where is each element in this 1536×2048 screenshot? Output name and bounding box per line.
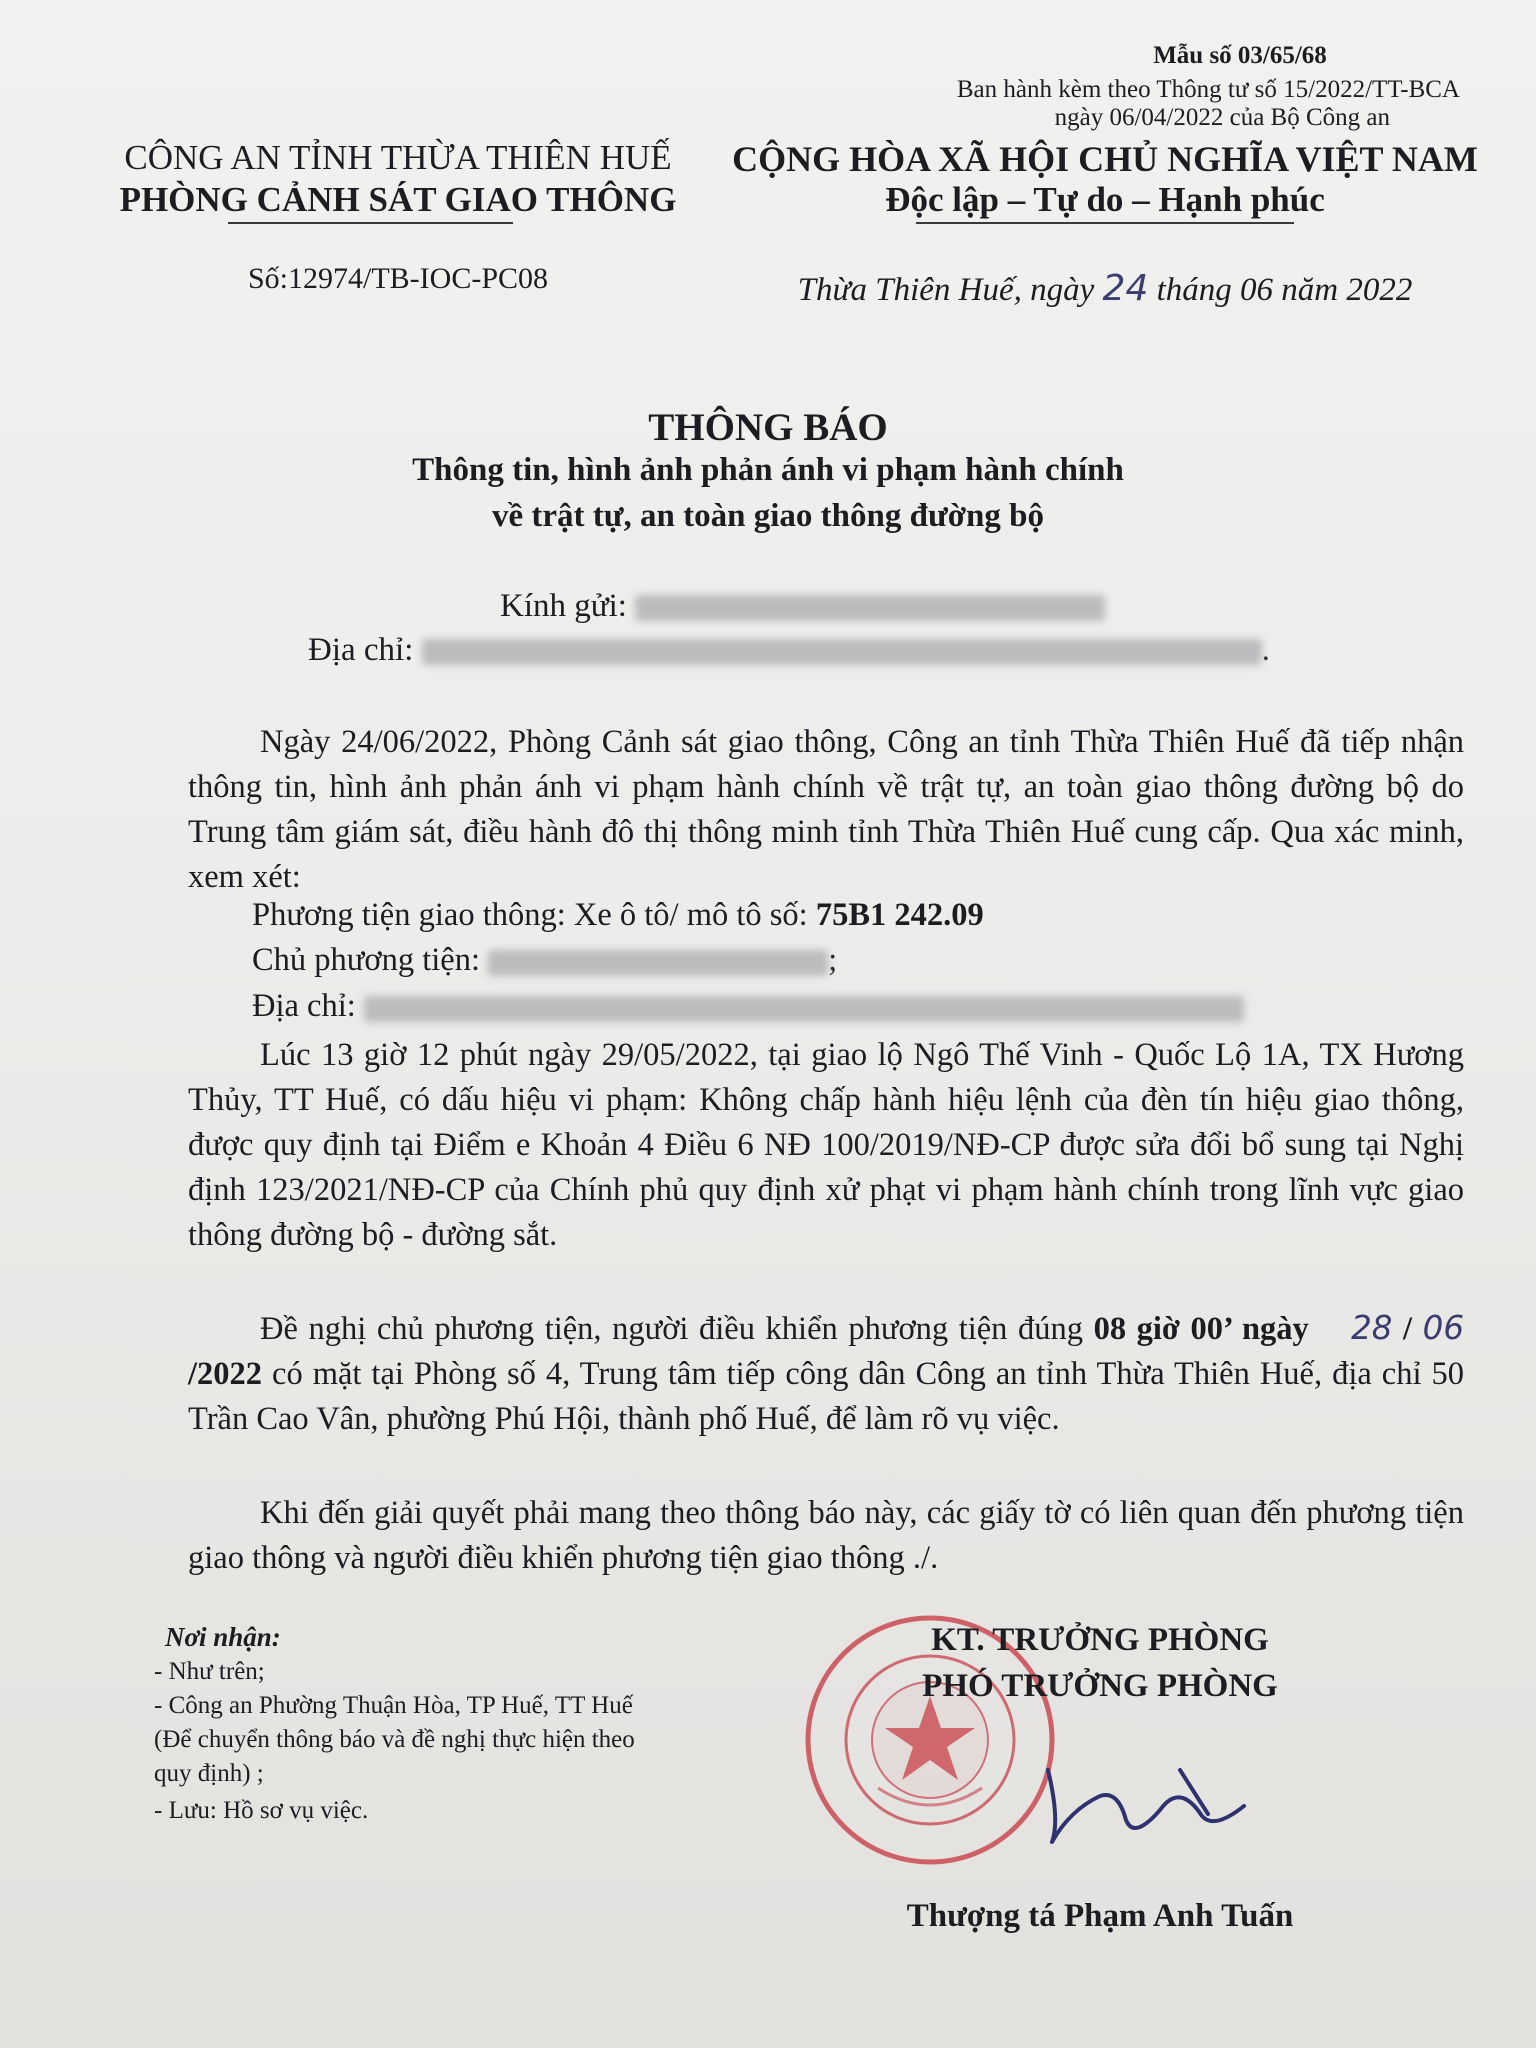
para3-sep: / (1392, 1311, 1423, 1347)
owner-line (252, 942, 837, 979)
receivers-title: Nơi nhận: (165, 1622, 281, 1652)
vehicle-plate: 75B1 242.09 (815, 897, 984, 933)
owner-end: ; (828, 942, 838, 978)
para3-start: Đề nghị chủ phương tiện, người điều khiển phương tiện đúng (260, 1311, 1094, 1347)
handwritten-signature (1030, 1750, 1260, 1860)
motto-underline (916, 222, 1294, 224)
nation-name: CỘNG HÒA XÃ HỘI CHỦ NGHĨA VIỆT NAM (732, 139, 1478, 179)
signer-name: Thượng tá Phạm Anh Tuấn (906, 1898, 1294, 1934)
receivers-item-1: - Như trên; (154, 1658, 265, 1685)
document-subtitle-line2: về trật tự, an toàn giao thông đường bộ (491, 498, 1044, 534)
para3-end: có mặt tại Phòng số 4, Trung tâm tiếp công dân Công an tỉnh Thừa Thiên Huế, địa chỉ 50 Trần Cao Vân, phường Phú Hội, thành phố Huế, để làm rõ vụ việc. (188, 1356, 1464, 1437)
para3-month: 06 (1422, 1309, 1465, 1347)
owner-address-label: Địa chỉ: (252, 988, 364, 1024)
date-line (720, 268, 1490, 309)
date-day: 24 (1102, 268, 1149, 309)
owner-label: Chủ phương tiện: (252, 942, 489, 978)
owner-address-line (252, 988, 1244, 1025)
date-prefix: Thừa Thiên Huế, ngày (797, 272, 1103, 308)
vehicle-label: Phương tiện giao thông: Xe ô tô/ mô tô số: (252, 897, 816, 933)
form-number: Mẫu số 03/65/68 (1153, 42, 1327, 69)
recipient-line (500, 588, 1105, 625)
document-subtitle-line1: Thông tin, hình ảnh phản ánh vi phạm hành chính (412, 452, 1124, 488)
redacted-recipient-address (422, 639, 1262, 665)
nation-motto: Độc lập – Tự do – Hạnh phúc (885, 180, 1325, 219)
document-title: THÔNG BÁO (648, 406, 888, 449)
agency-name: PHÒNG CẢNH SÁT GIAO THÔNG (119, 180, 677, 219)
para3-day: 28 (1351, 1309, 1393, 1347)
receivers-item-5: - Lưu: Hồ sơ vụ việc. (154, 1797, 369, 1824)
form-issued-by: Ban hành kèm theo Thông tư số 15/2022/TT-BCA (956, 76, 1460, 103)
receivers-item-3: (Để chuyển thông báo và đề nghị thực hiện theo (154, 1726, 635, 1753)
agency-parent: CÔNG AN TỈNH THỪA THIÊN HUẾ (124, 138, 672, 177)
signature-title-line2: PHÓ TRƯỞNG PHÒNG (922, 1668, 1278, 1704)
body-paragraph-2: Lúc 13 giờ 12 phút ngày 29/05/2022, tại giao lộ Ngô Thế Vinh - Quốc Lộ 1A, TX Hương Thủy, TT Huế, có dấu hiệu vi phạm: Không chấp hành hiệu lệnh của đèn tín hiệu giao thông, được quy định tại Điểm e Khoản 4 Điều 6 NĐ 100/2019/NĐ-CP được sửa đổi bổ sung tại Nghị định 123/2021/NĐ-CP của Chính phủ quy định xử phạt vi phạm hành chính trong lĩnh vực giao thông đường bộ - đường sắt. (188, 1037, 1464, 1253)
date-suffix: tháng 06 năm 2022 (1148, 272, 1413, 308)
recipient-address-label: Địa chỉ: (308, 632, 422, 668)
para3-year: /2022 (188, 1356, 263, 1392)
receivers-item-4: quy định) ; (154, 1760, 264, 1787)
recipient-address-end: . (1261, 632, 1270, 668)
para3-time: 08 giờ 00’ ngày (1093, 1311, 1309, 1347)
receivers-item-2: - Công an Phường Thuận Hòa, TP Huế, TT Huế (154, 1692, 633, 1719)
vehicle-line (252, 897, 984, 934)
redacted-recipient-name (635, 595, 1105, 621)
body-paragraph-3 (188, 1306, 1464, 1442)
document-number: Số:12974/TB-IOC-PC08 (247, 262, 549, 295)
agency-underline (228, 222, 513, 224)
redacted-owner-name (488, 950, 828, 976)
form-issued-date: ngày 06/04/2022 của Bộ Công an (1054, 104, 1390, 131)
recipient-label: Kính gửi: (500, 588, 636, 624)
redacted-owner-address (364, 996, 1244, 1022)
body-paragraph-1: Ngày 24/06/2022, Phòng Cảnh sát giao thông, Công an tỉnh Thừa Thiên Huế đã tiếp nhận thông tin, hình ảnh phản ánh vi phạm hành chính về trật tự, an toàn giao thông đường bộ do Trung tâm giám sát, điều hành đô thị thông minh tỉnh Thừa Thiên Huế cung cấp. Qua xác minh, xem xét: (188, 724, 1464, 895)
recipient-address-line (308, 632, 1270, 669)
signature-title-line1: KT. TRƯỞNG PHÒNG (931, 1622, 1269, 1658)
body-paragraph-4: Khi đến giải quyết phải mang theo thông báo này, các giấy tờ có liên quan đến phương tiện giao thông và người điều khiển phương tiện giao thông ./. (188, 1495, 1464, 1576)
